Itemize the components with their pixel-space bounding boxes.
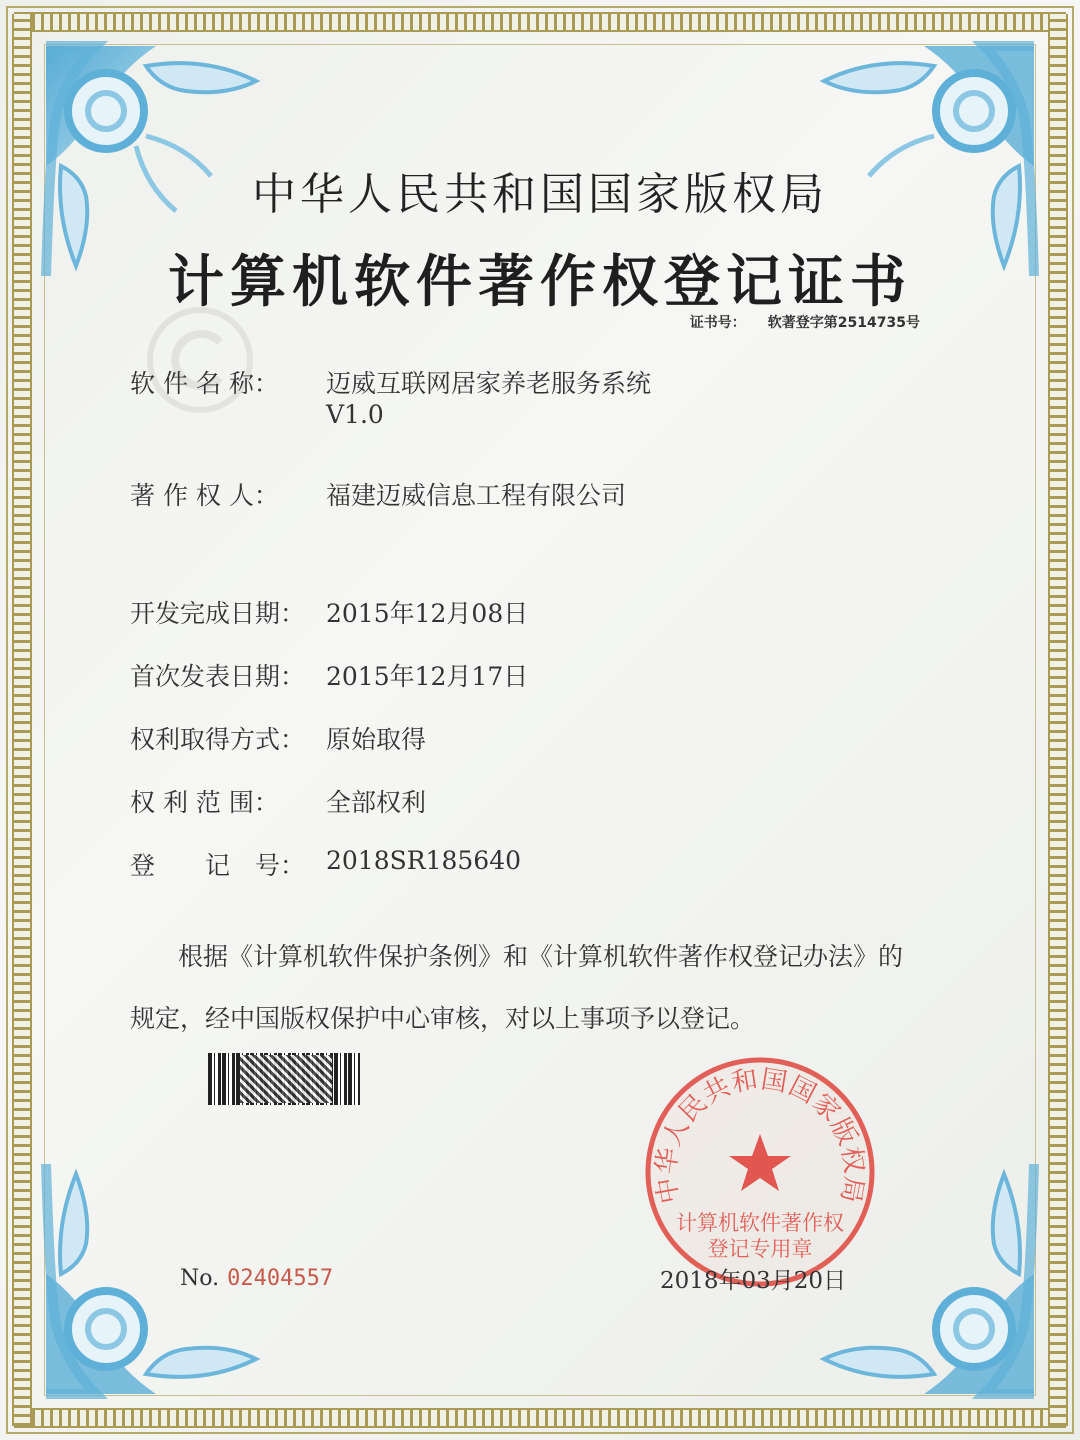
- field-development-date: [130, 594, 528, 630]
- serial-number-value: 02404557: [227, 1266, 334, 1291]
- field-first-publication-date: [130, 657, 528, 693]
- statement-line-1: 根据《计算机软件保护条例》和《计算机软件著作权登记办法》的: [178, 942, 904, 971]
- software-name-label: 软 件 名 称：: [130, 369, 279, 398]
- greek-key-border-right: [1048, 14, 1068, 1426]
- field-software-name: [130, 364, 651, 429]
- field-scope-of-rights: [130, 783, 426, 819]
- copyright-owner-label: 著 作 权 人：: [130, 481, 279, 510]
- seal-inner-line1: 计算机软件著作权: [676, 1211, 844, 1235]
- acquisition-method-value: 原始取得: [326, 725, 427, 754]
- certificate-number-label: 证书号：: [689, 315, 746, 331]
- official-seal-icon: [640, 1052, 880, 1292]
- certificate-title: 计算机软件著作权登记证书: [168, 250, 912, 315]
- development-date-value: 2015年12月08日: [326, 599, 529, 628]
- field-acquisition-method: [130, 720, 426, 756]
- registration-number-label: 登 记 号：: [130, 851, 306, 880]
- registration-statement: [130, 926, 980, 1050]
- serial-number: [180, 1266, 333, 1291]
- seal-inner-line2: 登记专用章: [707, 1237, 813, 1261]
- software-name-value: [326, 364, 651, 429]
- greek-key-border-top: [14, 12, 1066, 32]
- seal-outer-text: 中华人民共和国国家版权局: [651, 1064, 869, 1206]
- registration-number-value: 2018SR185640: [326, 846, 522, 875]
- greek-key-border-left: [12, 14, 32, 1426]
- first-publication-date-label: 首次发表日期：: [130, 662, 306, 691]
- greek-key-border-bottom: [14, 1408, 1066, 1428]
- scope-of-rights-label: 权 利 范 围：: [130, 788, 279, 817]
- barcode-icon: [208, 1053, 360, 1105]
- statement-line-2: 规定，经中国版权保护中心审核，对以上事项予以登记。: [130, 1004, 756, 1033]
- issuing-authority-title: 中华人民共和国国家版权局: [252, 169, 828, 220]
- issue-date: 2018年03月20日: [660, 1268, 847, 1294]
- field-registration-number: [130, 846, 521, 882]
- serial-number-label: No.: [180, 1266, 220, 1291]
- certificate-number: [690, 312, 920, 332]
- development-date-label: 开发完成日期：: [130, 599, 306, 628]
- 2d-code-icon: [240, 1055, 332, 1103]
- software-name-line1: 迈威互联网居家养老服务系统: [326, 369, 652, 398]
- certificate-number-value: 软著登字第2514735号: [767, 315, 920, 331]
- copyright-owner-value: 福建迈威信息工程有限公司: [326, 481, 627, 510]
- scope-of-rights-value: 全部权利: [326, 788, 427, 817]
- field-copyright-owner: [130, 476, 626, 512]
- acquisition-method-label: 权利取得方式：: [130, 725, 306, 754]
- software-name-line2: V1.0: [326, 400, 384, 429]
- first-publication-date-value: 2015年12月17日: [326, 662, 529, 691]
